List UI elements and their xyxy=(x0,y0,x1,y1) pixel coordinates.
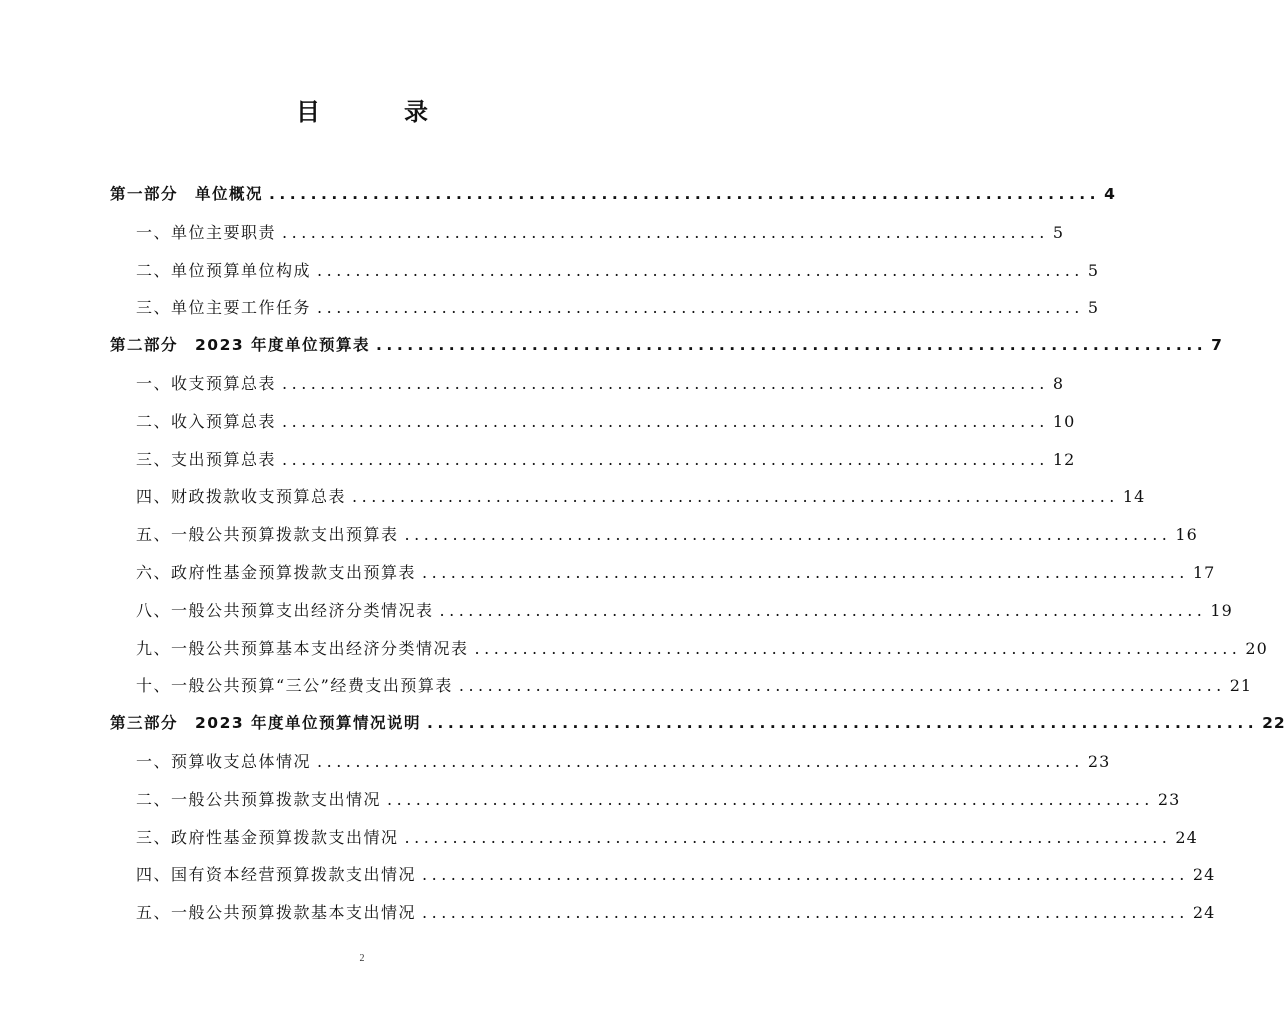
toc-page: 5 xyxy=(1087,260,1100,280)
dot-leader: ................................................................................ xyxy=(427,714,1259,733)
dot-leader: ................................................................................ xyxy=(458,676,1226,696)
toc-page: 23 xyxy=(1087,751,1111,771)
toc-label: 十、一般公共预算“三公”经费支出预算表 xyxy=(136,676,453,696)
toc-label: 第二部分 2023 年度单位预算表 xyxy=(110,336,371,355)
toc-entry[interactable] xyxy=(110,900,1216,938)
dot-leader: ................................................................................ xyxy=(317,751,1084,771)
toc-label: 一、预算收支总体情况 xyxy=(136,751,312,771)
toc-label: 第三部分 2023 年度单位预算情况说明 xyxy=(110,714,422,733)
dot-leader: ................................................................................ xyxy=(282,449,1049,469)
toc-entry[interactable] xyxy=(110,825,1198,863)
toc-entry[interactable] xyxy=(110,484,1146,522)
toc-entry[interactable] xyxy=(110,711,1286,749)
dot-leader: ................................................................................ xyxy=(404,827,1172,847)
toc-label: 四、财政拨款收支预算总表 xyxy=(136,487,347,507)
toc-label: 六、政府性基金预算拨款支出预算表 xyxy=(136,562,417,582)
toc-page: 8 xyxy=(1052,373,1065,393)
toc-page: 10 xyxy=(1052,411,1076,431)
toc-entry[interactable] xyxy=(110,598,1233,636)
dot-leader: ................................................................................ xyxy=(422,562,1189,582)
toc-label: 九、一般公共预算基本支出经济分类情况表 xyxy=(136,638,469,658)
toc-label: 四、国有资本经营预算拨款支出情况 xyxy=(136,865,417,885)
toc-entry[interactable] xyxy=(110,258,1100,296)
toc-page: 24 xyxy=(1175,827,1198,847)
dot-leader: ................................................................................ xyxy=(422,903,1189,923)
toc-entry[interactable] xyxy=(110,787,1181,825)
toc-page: 20 xyxy=(1245,638,1268,658)
toc-page: 19 xyxy=(1210,600,1233,620)
toc-entry[interactable] xyxy=(110,295,1100,333)
toc-label: 五、一般公共预算拨款支出预算表 xyxy=(136,525,399,545)
toc-label: 三、支出预算总表 xyxy=(136,449,277,469)
toc-page: 21 xyxy=(1229,676,1253,696)
toc-label: 一、单位主要职责 xyxy=(136,222,277,242)
toc-entry[interactable] xyxy=(110,220,1065,258)
toc-label: 五、一般公共预算拨款基本支出情况 xyxy=(136,903,417,923)
toc-entry[interactable] xyxy=(110,749,1111,787)
dot-leader: ................................................................................ xyxy=(317,298,1084,318)
toc-entry[interactable] xyxy=(110,673,1253,711)
toc-label: 二、一般公共预算拨款支出情况 xyxy=(136,789,382,809)
toc-entry[interactable] xyxy=(110,333,1223,371)
dot-leader: ................................................................................ xyxy=(282,373,1049,393)
dot-leader: ................................................................................ xyxy=(404,525,1172,545)
toc-entry[interactable] xyxy=(110,182,1116,220)
toc-label: 八、一般公共预算支出经济分类情况表 xyxy=(136,600,434,620)
dot-leader: ................................................................................ xyxy=(387,789,1154,809)
toc-label: 一、收支预算总表 xyxy=(136,373,277,393)
toc-label: 二、单位预算单位构成 xyxy=(136,260,312,280)
toc-entry[interactable] xyxy=(110,371,1065,409)
toc-page: 7 xyxy=(1211,336,1223,355)
toc-entry[interactable] xyxy=(110,522,1198,560)
dot-leader: ................................................................................ xyxy=(282,222,1049,242)
toc-page: 23 xyxy=(1157,789,1181,809)
toc-label: 第一部分 单位概况 xyxy=(110,185,264,203)
toc-page: 24 xyxy=(1192,903,1216,923)
toc-entry[interactable] xyxy=(110,560,1216,598)
dot-leader: ................................................................................ xyxy=(376,336,1208,355)
toc-label: 三、单位主要工作任务 xyxy=(136,298,312,318)
toc-page: 17 xyxy=(1192,562,1216,582)
dot-leader: ................................................................................ xyxy=(422,865,1189,885)
table-of-contents xyxy=(110,182,1286,938)
toc-page: 5 xyxy=(1087,298,1100,318)
toc-page: 16 xyxy=(1175,525,1198,545)
toc-entry[interactable] xyxy=(110,409,1076,447)
dot-leader: ................................................................................ xyxy=(352,487,1119,507)
page-title: 目 录 xyxy=(296,98,458,126)
dot-leader: ................................................................................ xyxy=(474,638,1242,658)
dot-leader: ................................................................................ xyxy=(317,260,1084,280)
dot-leader: ................................................................................ xyxy=(282,411,1049,431)
toc-label: 三、政府性基金预算拨款支出情况 xyxy=(136,827,399,847)
toc-entry[interactable] xyxy=(110,447,1076,485)
toc-page: 4 xyxy=(1104,185,1116,203)
toc-label: 二、收入预算总表 xyxy=(136,411,277,431)
toc-page: 5 xyxy=(1052,222,1065,242)
toc-entry[interactable] xyxy=(110,862,1216,900)
dot-leader: ................................................................................ xyxy=(269,185,1101,203)
toc-page: 12 xyxy=(1052,449,1076,469)
toc-entry[interactable] xyxy=(110,636,1268,674)
toc-page: 14 xyxy=(1122,487,1146,507)
toc-page: 24 xyxy=(1192,865,1216,885)
toc-page: 22 xyxy=(1262,714,1286,733)
page-number: 2 xyxy=(359,953,365,964)
dot-leader: ................................................................................ xyxy=(439,600,1207,620)
